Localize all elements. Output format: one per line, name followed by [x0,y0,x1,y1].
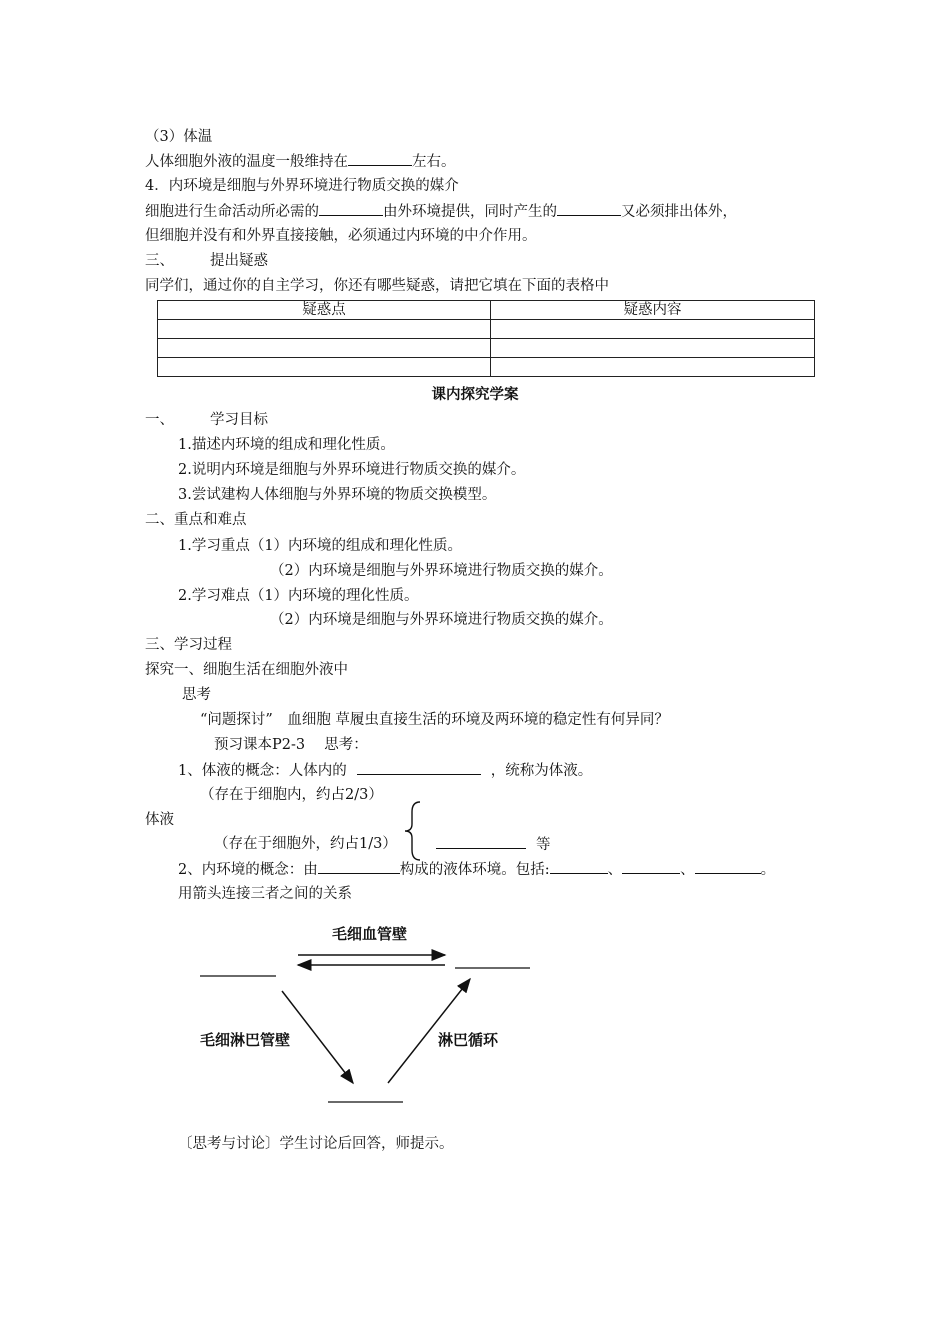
body-temp-text-pre: 人体细胞外液的温度一般维持在 [145,154,348,170]
body-fluid-concept-pre: 1、体液的概念：人体内的 [178,763,347,779]
table-cell[interactable] [158,339,491,358]
intracellular-fluid-note: （存在于细胞内，约占2/3） [200,787,383,803]
goals-heading [145,410,268,430]
internal-env-pre: 2、内环境的概念：由 [178,862,318,878]
doubt-content-header: 疑惑内容 [491,301,815,320]
doubts-heading-num: 三、 [145,253,174,269]
curly-brace [402,800,424,862]
key-points-heading: 二、重点和难点 [145,512,247,528]
medium-line1-post: 又必须排出体外， [621,204,737,220]
problem-discussion: “问题探讨” 血细胞 草履虫直接生活的环境及两环境的稳定性有何异同？ [200,712,669,728]
lymph-circulation-label: 淋巴循环 [438,1031,499,1049]
table-row [158,301,815,320]
body-temp-blank[interactable] [348,151,412,166]
component-blank-3[interactable] [695,859,761,874]
produced-substance-blank[interactable] [557,201,621,216]
doubts-heading [145,251,268,271]
table-row [158,320,815,339]
process-heading: 三、学习过程 [145,637,232,653]
body-fluid-concept-post: ，统称为体液。 [490,763,593,779]
preview-instruction: 预习课本P2-3 思考： [214,737,368,753]
key-point-1: 1.学习重点（1）内环境的组成和理化性质。 [178,538,463,554]
body-fluid-label: 体液 [145,812,174,828]
difficult-point-1b: （2）内环境是细胞与外界环境进行物质交换的媒介。 [270,612,613,628]
internal-env-concept [178,859,775,880]
explore-1-heading: 探究一、细胞生活在细胞外液中 [145,662,348,678]
table-cell[interactable] [158,358,491,377]
table-cell[interactable] [158,320,491,339]
body-temp-line [145,151,456,172]
exchange-diagram [190,915,540,1115]
doubts-table [157,300,815,377]
key-point-1b: （2）内环境是细胞与外界环境进行物质交换的媒介。 [270,563,613,579]
doubts-heading-text: 提出疑惑 [210,253,268,269]
doubt-point-header: 疑惑点 [158,301,491,320]
medium-heading: 4．内环境是细胞与外界环境进行物质交换的媒介 [145,178,459,194]
discussion-note: 〔思考与讨论〕学生讨论后回答，师提示。 [178,1136,454,1152]
internal-env-blank[interactable] [318,859,400,874]
needed-substance-blank[interactable] [319,201,383,216]
arrow-instruction: 用箭头连接三者之间的关系 [178,886,352,902]
end-period: 。 [760,862,776,878]
goal-item-3: 3.尝试建构人体细胞与外界环境的物质交换模型。 [178,487,497,503]
medium-line1-mid: 由外环境提供，同时产生的 [383,204,557,220]
difficult-point-1: 2.学习难点（1）内环境的理化性质。 [178,588,419,604]
sep-1: 、 [607,862,623,878]
table-row [158,358,815,377]
body-temp-heading: （3）体温 [145,129,213,145]
goal-item-1: 1.描述内环境的组成和理化性质。 [178,437,395,453]
goals-heading-text: 学习目标 [210,412,268,428]
extracellular-blank[interactable] [436,834,526,849]
medium-line1 [145,201,737,222]
extracellular-fluid-note: （存在于细胞外，约占1/3） [214,836,397,852]
medium-line2: 但细胞并没有和外界直接接触，必须通过内环境的中介作用。 [145,228,537,244]
goals-heading-num: 一、 [145,412,174,428]
internal-env-mid: 构成的液体环境。包括: [399,862,550,878]
arrow-down-right [282,991,353,1083]
think-label: 思考 [182,687,211,703]
lesson-title: 课内探究学案 [431,387,519,403]
component-blank-1[interactable] [550,859,608,874]
body-fluid-concept [178,760,592,781]
medium-line1-pre: 细胞进行生命活动所必需的 [145,204,319,220]
table-cell[interactable] [491,320,815,339]
capillary-wall-label: 毛细血管壁 [332,925,408,943]
extracellular-line [436,834,551,855]
table-cell[interactable] [491,358,815,377]
body-temp-text-post: 左右。 [412,154,456,170]
etc-label: 等 [536,837,551,853]
component-blank-2[interactable] [622,859,680,874]
sep-2: 、 [680,862,695,878]
table-row [158,339,815,358]
doubts-intro: 同学们，通过你的自主学习，你还有哪些疑惑，请把它填在下面的表格中 [145,278,609,294]
goal-item-2: 2.说明内环境是细胞与外界环境进行物质交换的媒介。 [178,462,526,478]
lymph-capillary-wall-label: 毛细淋巴管壁 [200,1031,291,1049]
body-fluid-blank[interactable] [357,760,481,775]
table-cell[interactable] [491,339,815,358]
